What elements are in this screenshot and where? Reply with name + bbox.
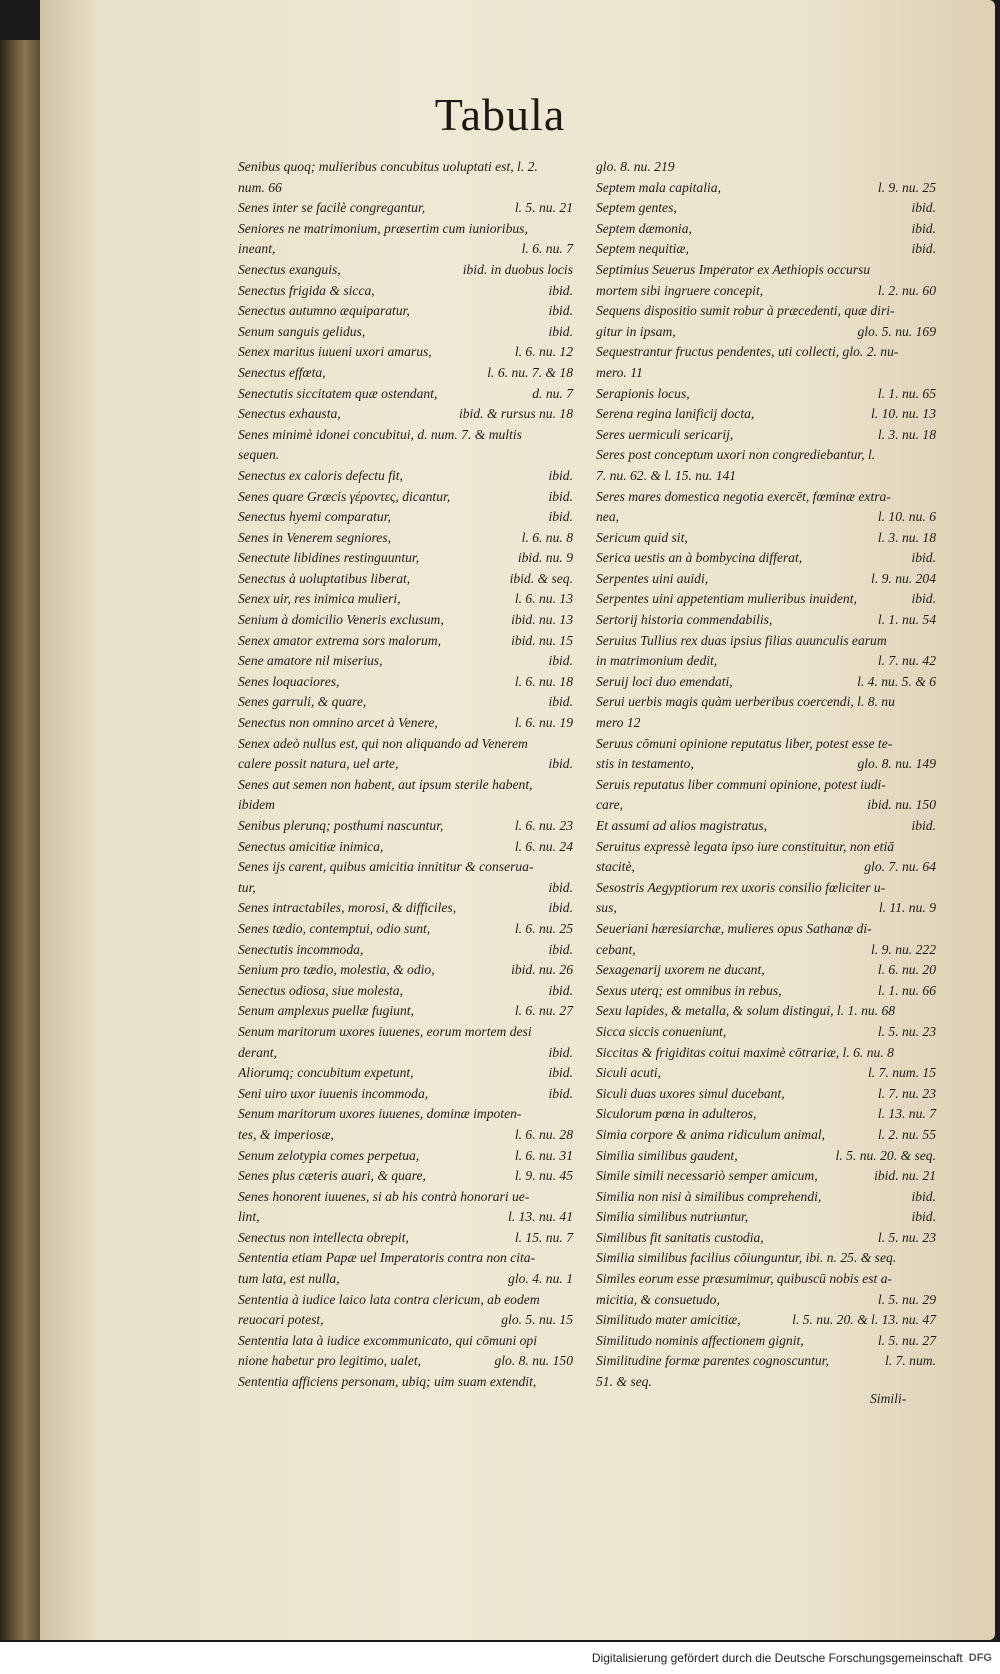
index-entry xyxy=(596,1331,936,1352)
index-entry: Serui uerbis magis quàm uerberibus coercendi, l. 8. nu xyxy=(596,694,895,710)
entry-text: Senes loquaciores, xyxy=(238,673,340,689)
index-entry xyxy=(596,1084,936,1105)
index-entry: Senes ijs carent, quibus amicitia innititur & conserua- xyxy=(238,859,534,875)
index-entry xyxy=(596,795,936,816)
entry-text: Senectus non omnino arcet à Venere, xyxy=(238,715,438,731)
entry-text: Serica uestis an à bombycina differat, xyxy=(596,550,803,566)
entry-reference: l. 6. nu. 12 xyxy=(514,344,573,360)
entry-text: Serena regina lanificij docta, xyxy=(596,406,755,422)
index-entry: Seniores ne matrimonium, præsertim cum iunioribus, xyxy=(238,220,528,236)
entry-reference: glo. 8. nu. 150 xyxy=(494,1353,573,1369)
index-entry xyxy=(238,754,573,775)
index-entry: Similes eorum esse præsumimur, quibuscū nobis est a- xyxy=(596,1271,893,1287)
entry-reference: glo. 5. nu. 15 xyxy=(501,1312,573,1328)
entry-text: derant, xyxy=(238,1044,277,1060)
index-entry: Senum maritorum uxores iuuenes, eorum mortem desi xyxy=(238,1023,532,1039)
entry-reference: l. 9. nu. 45 xyxy=(514,1168,573,1184)
entry-reference: l. 4. nu. 5. & 6 xyxy=(857,673,936,689)
index-entry xyxy=(596,528,936,549)
entry-reference: ibid. xyxy=(548,1065,573,1081)
entry-reference: ibid. in duobus locis xyxy=(462,261,573,277)
index-entry xyxy=(596,1166,936,1187)
entry-text: Senes inter se facilè congregantur, xyxy=(238,200,426,216)
index-entry xyxy=(238,322,573,343)
index-entry xyxy=(238,384,573,405)
entry-text: gitur in ipsam, xyxy=(596,323,676,339)
entry-text: Similibus fit sanitatis custodia, xyxy=(596,1229,764,1245)
entry-text: Senum sanguis gelidus, xyxy=(238,323,366,339)
index-entry: Similia similibus facilius cōiunguntur, ibi. n. 25. & seq. xyxy=(596,1250,897,1266)
entry-text: calere possit natura, uel arte, xyxy=(238,756,399,772)
index-entry xyxy=(238,342,573,363)
entry-reference: l. 6. nu. 23 xyxy=(514,818,573,833)
index-entry: Senes honorent iuuenes, si ab his contrà honorari ue- xyxy=(238,1188,530,1204)
index-entry xyxy=(238,281,573,302)
entry-text: nea, xyxy=(596,509,620,525)
index-entry xyxy=(596,1125,936,1146)
entry-reference: l. 6. nu. 7. & 18 xyxy=(487,364,573,380)
index-entry xyxy=(238,507,573,528)
entry-reference: l. 10. nu. 6 xyxy=(877,509,936,525)
entry-text: Simia corpore & anima ridiculum animal, xyxy=(596,1126,826,1142)
index-entry xyxy=(238,589,573,610)
index-entry xyxy=(238,1043,573,1064)
entry-text: Et assumi ad alios magistratus, xyxy=(596,818,768,833)
index-entry xyxy=(596,1063,936,1084)
index-entry xyxy=(596,1146,936,1167)
entry-reference: glo. 4. nu. 1 xyxy=(508,1271,573,1287)
entry-reference: ibid. xyxy=(911,550,936,566)
index-entry: 51. & seq. xyxy=(596,1374,652,1390)
index-entry xyxy=(238,1146,573,1167)
index-entry xyxy=(238,878,573,899)
entry-reference: ibid. xyxy=(548,467,573,483)
index-entry xyxy=(238,610,573,631)
entry-reference: l. 5. nu. 20. & seq. xyxy=(835,1147,936,1163)
index-entry xyxy=(238,1269,573,1290)
index-entry xyxy=(238,1084,573,1105)
entry-reference: glo. 7. nu. 64 xyxy=(864,859,936,875)
entry-reference: ibid. nu. 9 xyxy=(517,550,573,566)
entry-reference: ibid. xyxy=(911,1209,936,1225)
entry-reference: ibid. xyxy=(548,982,573,998)
index-entry: Senibus quoq; mulieribus concubitus uoluptati est, l. 2. xyxy=(238,159,538,174)
index-entry xyxy=(238,528,573,549)
footer-text: Digitalisierung gefördert durch die Deutsche Forschungsgemeinschaft xyxy=(591,1651,963,1665)
entry-reference: l. 6. nu. 18 xyxy=(514,673,573,689)
entry-reference: ibid. nu. 150 xyxy=(867,797,936,813)
entry-reference: ibid. xyxy=(548,488,573,504)
index-entry: num. 66 xyxy=(238,179,282,195)
entry-text: Septem gentes, xyxy=(596,200,677,216)
index-entry: Seruus cōmuni opinione reputatus liber, potest esse te- xyxy=(596,735,893,751)
entry-text: Senes intractabiles, morosi, & difficiles, xyxy=(238,900,457,916)
index-entry xyxy=(596,569,936,590)
entry-text: Sene amatore nil miserius, xyxy=(238,653,383,669)
entry-reference: ibid. xyxy=(911,591,936,607)
entry-reference: l. 6. nu. 19 xyxy=(514,715,573,731)
index-entry: Siccitas & frigiditas coitui maximè cōtrariæ, l. 6. nu. 8 xyxy=(596,1044,894,1060)
index-entry xyxy=(596,981,936,1002)
index-entry xyxy=(238,1228,573,1249)
entry-text: Serpentes uini appetentiam mulieribus inuident, xyxy=(596,591,857,607)
index-entry: Seruius Tullius rex duas ipsius filias auunculis earum xyxy=(596,632,887,648)
index-entry: glo. 8. nu. 219 xyxy=(596,159,675,174)
entry-reference: ibid. xyxy=(548,879,573,895)
index-entry xyxy=(238,713,573,734)
entry-text: Aliorumq; concubitum expetunt, xyxy=(238,1065,414,1081)
entry-reference: l. 1. nu. 65 xyxy=(877,385,936,401)
index-entry xyxy=(238,672,573,693)
catchword: Simili- xyxy=(870,1391,907,1406)
entry-text: Seni uiro uxor iuuenis incommoda, xyxy=(238,1085,429,1101)
entry-reference: l. 2. nu. 60 xyxy=(877,282,936,298)
index-entry xyxy=(596,281,936,302)
entry-text: Simile simili necessariò semper amicum, xyxy=(596,1168,818,1184)
index-entry xyxy=(596,1187,936,1208)
index-entry: ibidem xyxy=(238,797,275,813)
entry-text: tes, & imperiosæ, xyxy=(238,1126,334,1142)
entry-text: Senex maritus iuueni uxori amarus, xyxy=(238,344,432,360)
index-entry xyxy=(238,301,573,322)
index-entry xyxy=(238,981,573,1002)
entry-text: Senex uir, res inimica mulieri, xyxy=(238,591,401,607)
entry-reference: ibid. xyxy=(548,1044,573,1060)
index-entry xyxy=(596,198,936,219)
index-entry xyxy=(238,1063,573,1084)
index-entry: mero. 11 xyxy=(596,364,643,380)
entry-text: Senectus amicitiæ inimica, xyxy=(238,838,384,854)
index-entry xyxy=(596,940,936,961)
index-entry xyxy=(238,487,573,508)
entry-text: Senectus odiosa, siue molesta, xyxy=(238,982,403,998)
entry-text: cebant, xyxy=(596,941,636,957)
index-entry: Sententia afficiens personam, ubiq; uim suam extendit, xyxy=(238,1374,537,1390)
index-entry xyxy=(596,960,936,981)
index-entry xyxy=(596,1104,936,1125)
entry-text: Senectus ex caloris defectu fit, xyxy=(238,467,403,483)
entry-text: Serpentes uini auidi, xyxy=(596,570,709,586)
entry-reference: l. 7. nu. 23 xyxy=(877,1085,936,1101)
index-entry xyxy=(596,857,936,878)
entry-reference: ibid. & rursus nu. 18 xyxy=(458,406,573,422)
entry-text: Seruij loci duo emendati, xyxy=(596,673,733,689)
index-entry xyxy=(596,589,936,610)
entry-reference: ibid. xyxy=(548,900,573,916)
index-entry: Senex adeò nullus est, qui non aliquando ad Venerem xyxy=(238,735,528,751)
entry-reference: l. 11. nu. 9 xyxy=(878,900,936,916)
entry-reference: l. 7. nu. 42 xyxy=(877,653,936,669)
index-entry xyxy=(238,548,573,569)
index-entry xyxy=(596,898,936,919)
entry-text: Senectutis incommoda, xyxy=(238,941,364,957)
entry-reference: l. 6. nu. 31 xyxy=(514,1147,573,1163)
entry-text: Senectus exanguis, xyxy=(238,261,341,277)
entry-text: Similia similibus nutriuntur, xyxy=(596,1209,749,1225)
entry-text: Siculi acuti, xyxy=(596,1065,661,1081)
entry-reference: ibid. xyxy=(548,323,573,339)
index-entry xyxy=(596,754,936,775)
index-entry xyxy=(238,1351,573,1372)
index-entry: Sequens dispositio sumit robur à præcedenti, quæ diri- xyxy=(596,303,895,319)
entry-text: Siculi duas uxores simul ducebant, xyxy=(596,1085,785,1101)
entry-text: Senectus frigida & sicca, xyxy=(238,282,375,298)
index-entry xyxy=(238,569,573,590)
entry-reference: ibid. xyxy=(911,818,936,833)
entry-reference: l. 7. num. 15 xyxy=(868,1065,936,1081)
entry-text: mortem sibi ingruere concepit, xyxy=(596,282,764,298)
index-entry xyxy=(238,239,573,260)
entry-text: Septem dæmonia, xyxy=(596,220,692,236)
index-entry xyxy=(238,198,573,219)
index-entry xyxy=(596,322,936,343)
entry-text: Senectus autumno æquiparatur, xyxy=(238,303,410,319)
entry-reference: glo. 5. nu. 169 xyxy=(857,323,936,339)
entry-text: Senum zelotypia comes perpetua, xyxy=(238,1147,420,1163)
index-entry xyxy=(596,651,936,672)
entry-reference: ibid. nu. 15 xyxy=(511,632,573,648)
index-entry: Sententia etiam Papæ uel Imperatoris contra non cita- xyxy=(238,1250,536,1266)
index-entry: Sexu lapides, & metalla, & solum distingui, l. 1. nu. 68 xyxy=(596,1003,896,1019)
entry-text: Senectus hyemi comparatur, xyxy=(238,509,391,525)
entry-reference: l. 6. nu. 13 xyxy=(514,591,573,607)
entry-text: tum lata, est nulla, xyxy=(238,1271,340,1287)
entry-reference: ibid. xyxy=(548,509,573,525)
index-entry xyxy=(596,404,936,425)
entry-text: Senes quare Græcis γέροντες, dicantur, xyxy=(238,488,451,504)
entry-text: Senectus effœta, xyxy=(238,364,326,380)
index-entry xyxy=(238,631,573,652)
entry-reference: l. 9. nu. 222 xyxy=(871,941,936,957)
left-index-column xyxy=(238,157,573,1393)
entry-text: Septem nequitiæ, xyxy=(596,241,689,257)
entry-reference: l. 13. nu. 7 xyxy=(877,1106,936,1122)
index-entry xyxy=(596,1310,936,1331)
entry-text: Sexagenarij uxorem ne ducant, xyxy=(596,962,765,978)
index-entry: Septimius Seuerus Imperator ex Aethiopis occursu xyxy=(596,261,871,277)
index-entry xyxy=(238,651,573,672)
entry-reference: l. 3. nu. 18 xyxy=(877,426,936,442)
entry-reference: ibid. xyxy=(548,653,573,669)
footer-bar xyxy=(0,1642,1000,1674)
index-entry xyxy=(238,466,573,487)
entry-text: Similitudo nominis affectionem gignit, xyxy=(596,1332,804,1348)
entry-reference: l. 5. nu. 27 xyxy=(877,1332,936,1348)
index-entry xyxy=(596,1290,936,1311)
entry-text: care, xyxy=(596,797,624,813)
index-entry xyxy=(596,610,936,631)
index-entry: Seres mares domestica negotia exercēt, fœminæ extra- xyxy=(596,488,891,504)
index-entry xyxy=(596,672,936,693)
index-entry xyxy=(596,425,936,446)
entry-text: Senum amplexus puellæ fugiunt, xyxy=(238,1003,414,1019)
entry-reference: ibid. xyxy=(548,941,573,957)
entry-text: Seres uermiculi sericarij, xyxy=(596,426,734,442)
entry-reference: ibid. xyxy=(548,1085,573,1101)
entry-text: Sicca siccis conueniunt, xyxy=(596,1023,727,1039)
index-entry xyxy=(238,260,573,281)
index-entry: Sententia à iudice laico lata contra clericum, ab eodem xyxy=(238,1291,540,1307)
entry-text: lint, xyxy=(238,1209,260,1225)
entry-reference: l. 15. nu. 7 xyxy=(514,1229,573,1245)
entry-text: ineant, xyxy=(238,241,276,257)
entry-reference: d. nu. 7 xyxy=(532,385,573,401)
entry-text: Senectus non intellecta obrepit, xyxy=(238,1229,409,1245)
index-entry xyxy=(238,898,573,919)
entry-reference: l. 10. nu. 13 xyxy=(871,406,936,422)
page-title: Tabula xyxy=(434,89,566,140)
entry-reference: ibid. nu. 21 xyxy=(874,1168,936,1184)
index-entry xyxy=(596,1207,936,1228)
index-entry xyxy=(596,1022,936,1043)
entry-reference: glo. 8. nu. 149 xyxy=(857,756,936,772)
index-entry xyxy=(238,1310,573,1331)
index-entry xyxy=(596,178,936,199)
entry-text: Senectute libidines restinguuntur, xyxy=(238,550,420,566)
entry-reference: l. 6. nu. 25 xyxy=(514,920,573,936)
entry-text: micitia, & consuetudo, xyxy=(596,1291,720,1307)
index-entry xyxy=(238,1001,573,1022)
index-entry: 7. nu. 62. & l. 15. nu. 141 xyxy=(596,467,737,483)
entry-text: sus, xyxy=(596,900,617,916)
entry-reference: l. 13. nu. 41 xyxy=(508,1209,573,1225)
entry-reference: ibid. nu. 26 xyxy=(511,962,573,978)
entry-reference: l. 7. num. xyxy=(885,1353,936,1369)
entry-text: Senibus plerunq; posthumi nascuntur, xyxy=(238,818,444,833)
entry-text: Similitudine formæ parentes cognoscuntur, xyxy=(596,1353,829,1369)
entry-reference: ibid. xyxy=(911,241,936,257)
entry-reference: ibid. xyxy=(911,1188,936,1204)
entry-reference: l. 3. nu. 18 xyxy=(877,529,936,545)
entry-reference: l. 5. nu. 29 xyxy=(877,1291,936,1307)
entry-reference: l. 2. nu. 55 xyxy=(877,1126,936,1142)
entry-text: Senes garruli, & quare, xyxy=(238,694,367,710)
entry-text: Senectus exhausta, xyxy=(238,406,341,422)
entry-text: Similia non nisi à similibus comprehendi, xyxy=(596,1188,822,1204)
index-entry xyxy=(238,404,573,425)
index-entry: Senes minimè idonei concubitui, d. num. 7. & multis xyxy=(238,426,522,442)
entry-text: Senectus à uoluptatibus liberat, xyxy=(238,570,411,586)
index-entry xyxy=(238,960,573,981)
index-entry xyxy=(238,1166,573,1187)
entry-reference: ibid. & seq. xyxy=(509,570,573,586)
index-entry: Senum maritorum uxores iuuenes, dominæ impoten- xyxy=(238,1106,522,1122)
index-entry xyxy=(238,1207,573,1228)
entry-reference: ibid. xyxy=(548,756,573,772)
entry-text: Senex amator extrema sors malorum, xyxy=(238,632,441,648)
entry-reference: ibid. nu. 13 xyxy=(511,612,573,628)
index-entry xyxy=(238,940,573,961)
index-entry: Seruitus expressè legata ipso iure constituitur, non etiā xyxy=(596,838,895,854)
index-entry: Sesostris Aegyptiorum rex uxoris consilio fœliciter u- xyxy=(596,879,886,895)
entry-text: Senium pro tædio, molestia, & odio, xyxy=(238,962,435,978)
index-entry: Seruis reputatus liber communi opinione, potest iudi- xyxy=(596,776,886,792)
index-entry xyxy=(238,816,573,837)
index-entry: sequen. xyxy=(238,447,280,463)
entry-reference: ibid. xyxy=(548,282,573,298)
index-entry xyxy=(596,548,936,569)
entry-reference: ibid. xyxy=(548,303,573,319)
entry-text: Similia similibus gaudent, xyxy=(596,1147,738,1163)
entry-reference: l. 6. nu. 20 xyxy=(877,962,936,978)
index-entry xyxy=(596,507,936,528)
entry-reference: l. 5. nu. 23 xyxy=(877,1023,936,1039)
entry-reference: l. 6. nu. 8 xyxy=(521,529,573,545)
index-entry xyxy=(596,1351,936,1372)
entry-text: Serapionis locus, xyxy=(596,385,690,401)
entry-reference: ibid. xyxy=(548,694,573,710)
entry-text: Senectutis siccitatem quæ ostendant, xyxy=(238,385,438,401)
entry-reference: l. 1. nu. 66 xyxy=(877,982,936,998)
index-entry: Sententia lata à iudice excommunicato, qui cōmuni opi xyxy=(238,1332,537,1348)
entry-reference: l. 6. nu. 27 xyxy=(514,1003,573,1019)
index-entry xyxy=(238,363,573,384)
entry-text: tur, xyxy=(238,879,256,895)
entry-reference: l. 6. nu. 24 xyxy=(514,838,573,854)
entry-text: Sexus uterq; est omnibus in rebus, xyxy=(596,982,782,998)
entry-reference: l. 6. nu. 28 xyxy=(514,1126,573,1142)
entry-reference: l. 6. nu. 7 xyxy=(521,241,573,257)
entry-text: nione habetur pro legitimo, ualet, xyxy=(238,1353,421,1369)
entry-text: Similitudo mater amicitiæ, xyxy=(596,1312,741,1328)
index-entry xyxy=(238,1125,573,1146)
index-entry xyxy=(596,1228,936,1249)
entry-text: Senes plus cæteris auari, & quare, xyxy=(238,1168,426,1184)
dfg-logo: DFG xyxy=(968,1652,992,1664)
entry-text: stacitè, xyxy=(596,859,635,875)
entry-reference: l. 5. nu. 20. & l. 13. nu. 47 xyxy=(792,1312,936,1328)
entry-text: Senes in Venerem segniores, xyxy=(238,529,392,545)
index-entry: Senes aut semen non habent, aut ipsum sterile habent, xyxy=(238,776,533,792)
index-entry xyxy=(238,692,573,713)
entry-text: Senium à domicilio Veneris exclusum, xyxy=(238,612,444,628)
entry-reference: ibid. xyxy=(911,220,936,236)
entry-text: Sertorij historia commendabilis, xyxy=(596,612,773,628)
entry-reference: l. 1. nu. 54 xyxy=(877,612,936,628)
index-entry: Seres post conceptum uxori non congrediebantur, l. xyxy=(596,447,876,463)
index-entry xyxy=(596,239,936,260)
entry-text: reuocari potest, xyxy=(238,1312,324,1328)
index-entry: mero 12 xyxy=(596,715,641,731)
entry-reference: l. 9. nu. 25 xyxy=(877,179,936,195)
entry-text: Senes tædio, contemptui, odio sunt, xyxy=(238,920,431,936)
entry-reference: ibid. xyxy=(911,200,936,216)
entry-text: in matrimonium dedit, xyxy=(596,653,718,669)
entry-reference: l. 9. nu. 204 xyxy=(871,570,936,586)
entry-text: Sericum quid sit, xyxy=(596,529,688,545)
index-entry xyxy=(596,384,936,405)
index-entry: Seueriani hæresiarchæ, mulieres opus Sathanæ di- xyxy=(596,920,872,936)
entry-reference: l. 5. nu. 23 xyxy=(877,1229,936,1245)
right-index-column xyxy=(596,157,936,1393)
index-entry xyxy=(596,816,936,837)
index-entry: Sequestrantur fructus pendentes, uti collecti, glo. 2. nu- xyxy=(596,344,899,360)
entry-text: Septem mala capitalia, xyxy=(596,179,721,195)
entry-text: Siculorum pœna in adulteros, xyxy=(596,1106,757,1122)
index-entry xyxy=(238,837,573,858)
index-entry xyxy=(596,219,936,240)
entry-reference: l. 5. nu. 21 xyxy=(514,200,573,216)
entry-text: stis in testamento, xyxy=(596,756,694,772)
index-entry xyxy=(238,919,573,940)
